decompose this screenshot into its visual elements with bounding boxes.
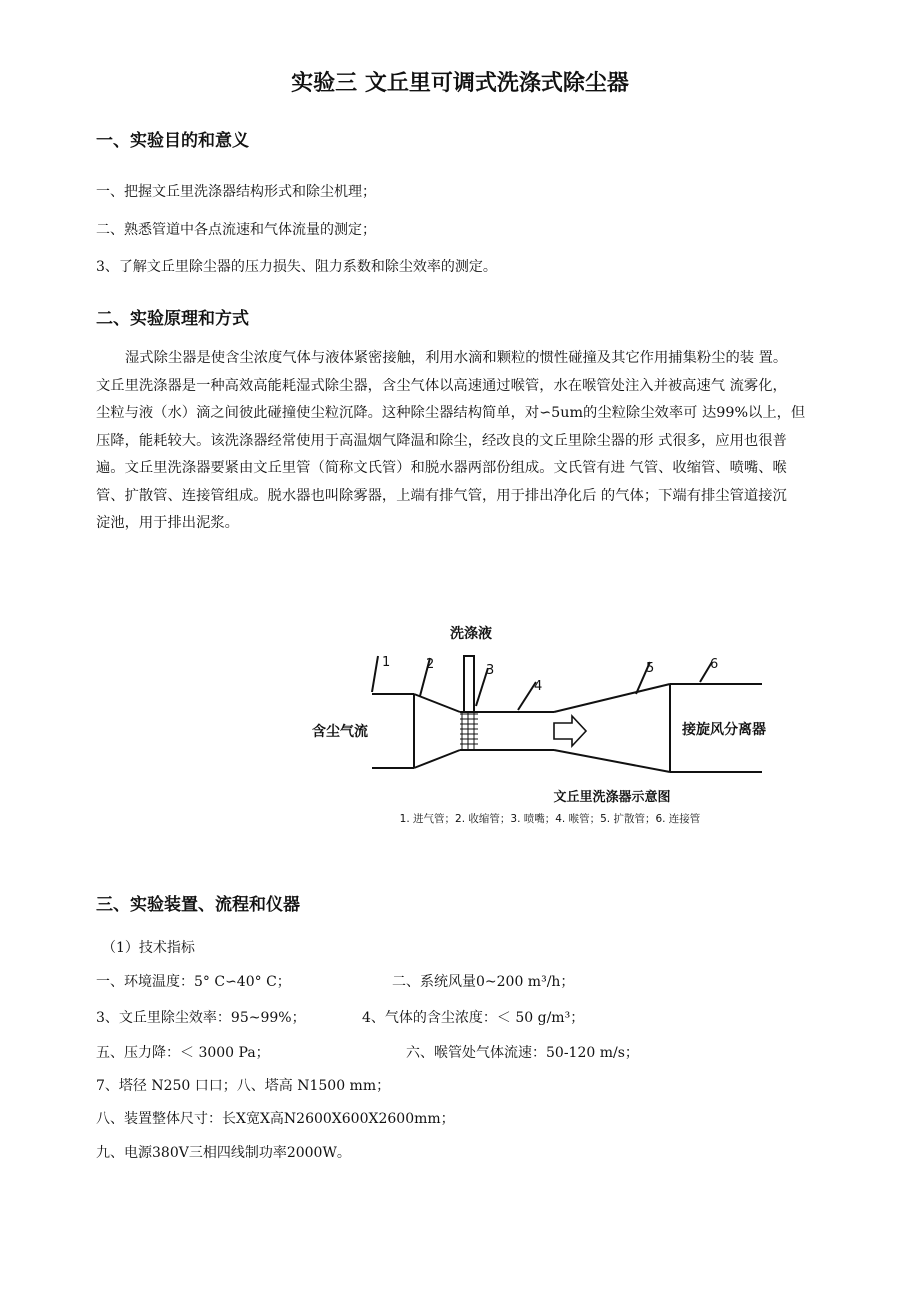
section1-item-2: 二、熟悉管道中各点流速和气体流量的测定； (96, 222, 376, 238)
section2-paragraph (96, 345, 832, 538)
spec-dust-concentration: 4、气体的含尘浓度：＜ 50 g/m³； (362, 1010, 585, 1026)
spec-ambient-temp: 一、环境温度：5° C∽40° C； (96, 974, 291, 990)
part-number-1: 1 (382, 655, 391, 670)
paragraph-line: 湿式除尘器是使含尘浓度气体与液体紧密接触，利用水滴和颗粒的惯性碰撞及其它作用捕集粉尘的装 置。 (125, 350, 788, 366)
part-number-4: 4 (534, 679, 543, 694)
inlet-label: 含尘气流 (312, 724, 368, 740)
spec-subheading: （1）技术指标 (102, 940, 195, 956)
paragraph-line: 压降，能耗较大。该洗涤器经常使用于高温烟气降温和除尘，经改良的文丘里除尘器的形 式很多，应用也很普 (96, 432, 787, 449)
spec-throat-velocity: 六、喉管处气体流速：50-120 m/s； (406, 1045, 639, 1061)
part-number-6: 6 (710, 657, 719, 672)
paragraph-line: 遍。文丘里洗涤器要紧由文丘里管（简称文氏管）和脱水器两部份组成。文氏管有进 气管、收缩管、喷嘴、喉 (96, 460, 787, 476)
part-number-3: 3 (486, 663, 495, 678)
section2-heading: 二、实验原理和方式 (96, 309, 249, 329)
spec-overall-dimensions: 八、装置整体尺寸：长X宽X高N2600X600X2600mm； (96, 1111, 455, 1127)
paragraph-line: 文丘里洗涤器是一种高效高能耗湿式除尘器，含尘气体以高速通过喉管，水在喉管处注入并被高速气 流雾化， (96, 377, 787, 394)
paragraph-line: 淀池，用于排出泥浆。 (96, 515, 239, 531)
figure-caption: 文丘里洗涤器示意图 (553, 790, 671, 805)
venturi-diagram (292, 612, 784, 840)
spec-efficiency: 3、文丘里除尘效率：95~99%； (96, 1010, 306, 1026)
section1-item-3: 3、了解文丘里除尘器的压力损失、阻力系数和除尘效率的测定。 (96, 259, 497, 275)
section1-item-1: 一、把握文丘里洗涤器结构形式和除尘机理； (96, 184, 376, 200)
paragraph-line: 尘粒与液（水）滴之间彼此碰撞使尘粒沉降。这种除尘器结构简单，对∽5um的尘粒除尘效率可 达99%以上，但 (96, 405, 806, 421)
outlet-label: 接旋风分离器 (682, 722, 766, 738)
spec-air-volume: 二、系统风量0~200 m³/h； (392, 974, 575, 990)
section1-heading: 一、实验目的和意义 (96, 131, 249, 151)
part-number-2: 2 (426, 657, 435, 672)
section3-heading: 三、实验装置、流程和仪器 (96, 895, 300, 915)
paragraph-line: 管、扩散管、连接管组成。脱水器也叫除雾器，上端有排气管，用于排出净化后 的气体；下端有排尘管道接沉 (96, 487, 787, 504)
spec-tower-size: 7、塔径 N250 口口；八、塔高 N1500 mm； (96, 1078, 391, 1094)
part-number-5: 5 (646, 661, 655, 676)
spec-power-supply: 九、电源380V三相四线制功率2000W。 (96, 1145, 351, 1161)
document-title: 实验三 文丘里可调式洗涤式除尘器 (291, 71, 629, 96)
figure-legend: 1. 进气管；2. 收缩管；3. 喷嘴；4. 喉管；5. 扩散管；6. 连接管 (399, 813, 701, 825)
wash-liquid-label: 洗涤液 (450, 626, 492, 642)
spec-pressure-drop: 五、压力降：＜ 3000 Pa； (96, 1045, 270, 1061)
